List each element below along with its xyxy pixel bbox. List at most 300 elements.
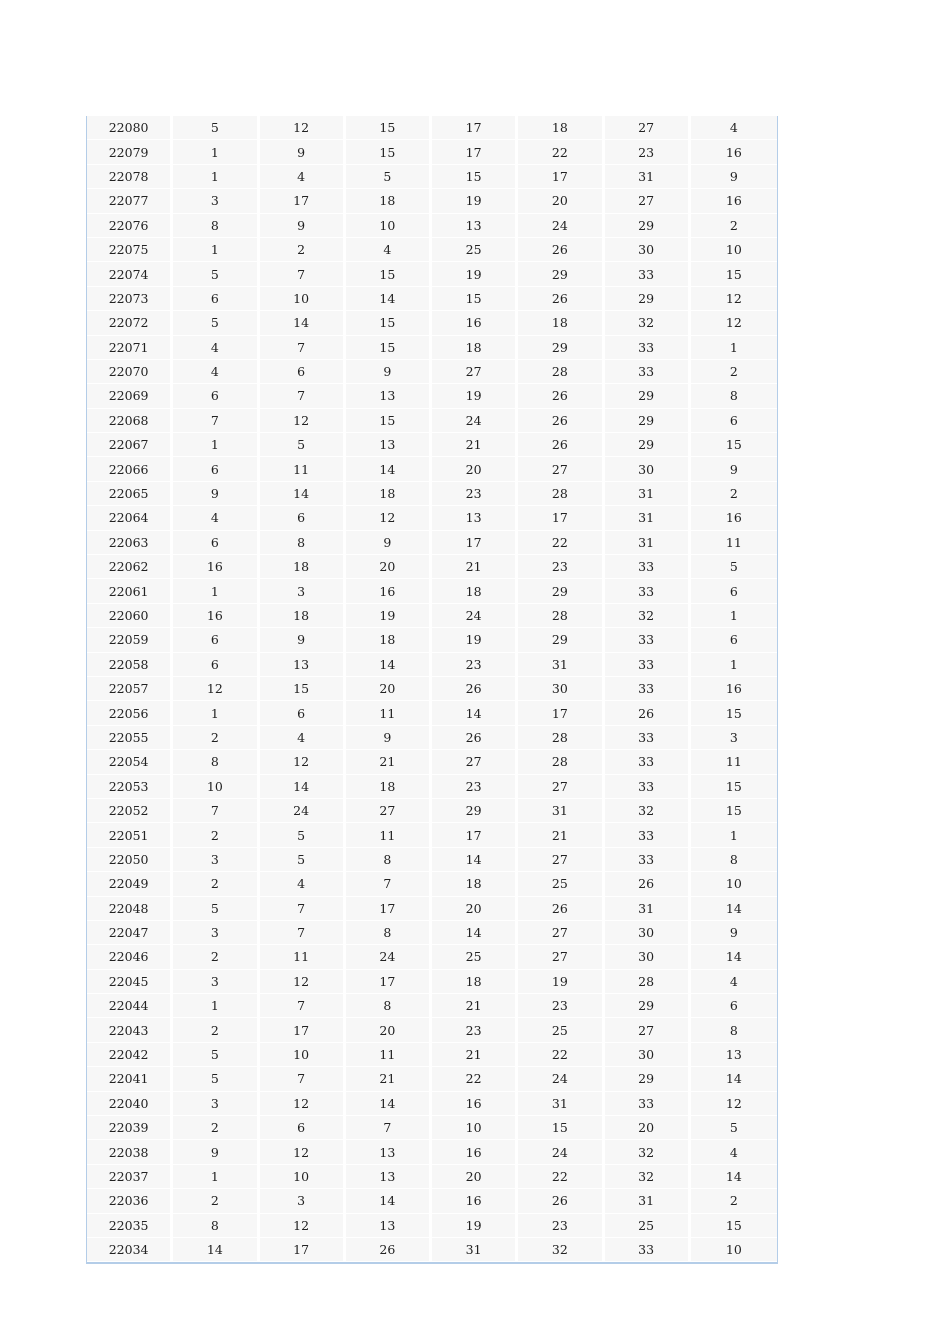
number-cell: 11 — [260, 945, 346, 969]
number-cell: 14 — [432, 848, 518, 872]
number-cell: 1 — [173, 433, 259, 457]
number-cell: 32 — [605, 1165, 691, 1189]
table-row — [87, 433, 777, 457]
table-row — [87, 1238, 777, 1262]
issue-number-cell: 22063 — [87, 531, 173, 555]
special-number-cell: 16 — [691, 506, 777, 530]
number-cell: 24 — [518, 1140, 604, 1164]
number-cell: 26 — [346, 1238, 432, 1262]
number-cell: 1 — [173, 701, 259, 725]
number-cell: 20 — [346, 555, 432, 579]
number-cell: 20 — [346, 1018, 432, 1042]
number-cell: 7 — [346, 872, 432, 896]
number-cell: 5 — [173, 1043, 259, 1067]
number-cell: 31 — [518, 1092, 604, 1116]
number-cell: 33 — [605, 579, 691, 603]
number-cell: 28 — [518, 604, 604, 628]
number-cell: 27 — [432, 360, 518, 384]
table-row — [87, 165, 777, 189]
table-row — [87, 897, 777, 921]
table-row — [87, 677, 777, 701]
number-cell: 32 — [605, 311, 691, 335]
number-cell: 30 — [518, 677, 604, 701]
special-number-cell: 14 — [691, 1165, 777, 1189]
number-cell: 20 — [346, 677, 432, 701]
special-number-cell: 8 — [691, 848, 777, 872]
number-cell: 21 — [432, 555, 518, 579]
number-cell: 32 — [518, 1238, 604, 1262]
number-cell: 6 — [173, 653, 259, 677]
number-cell: 31 — [605, 897, 691, 921]
special-number-cell: 15 — [691, 799, 777, 823]
table-row — [87, 1067, 777, 1091]
number-cell: 24 — [432, 409, 518, 433]
number-cell: 17 — [432, 823, 518, 847]
number-cell: 6 — [260, 506, 346, 530]
number-cell: 19 — [432, 1214, 518, 1238]
issue-number-cell: 22037 — [87, 1165, 173, 1189]
special-number-cell: 16 — [691, 189, 777, 213]
number-cell: 6 — [260, 360, 346, 384]
number-cell: 11 — [346, 701, 432, 725]
number-cell: 24 — [518, 1067, 604, 1091]
number-cell: 27 — [518, 921, 604, 945]
table-row — [87, 1043, 777, 1067]
number-cell: 13 — [346, 384, 432, 408]
special-number-cell: 15 — [691, 775, 777, 799]
number-cell: 33 — [605, 262, 691, 286]
number-cell: 31 — [605, 165, 691, 189]
issue-number-cell: 22056 — [87, 701, 173, 725]
number-cell: 13 — [432, 506, 518, 530]
number-cell: 17 — [518, 701, 604, 725]
table-row — [87, 384, 777, 408]
number-cell: 1 — [173, 994, 259, 1018]
number-cell: 32 — [605, 1140, 691, 1164]
number-cell: 7 — [260, 336, 346, 360]
number-cell: 14 — [260, 775, 346, 799]
number-cell: 21 — [432, 994, 518, 1018]
number-cell: 15 — [346, 140, 432, 164]
number-cell: 30 — [605, 1043, 691, 1067]
number-cell: 28 — [605, 970, 691, 994]
number-cell: 28 — [518, 482, 604, 506]
number-cell: 7 — [260, 994, 346, 1018]
number-cell: 27 — [605, 189, 691, 213]
number-cell: 6 — [173, 384, 259, 408]
number-cell: 24 — [518, 214, 604, 238]
number-cell: 4 — [173, 336, 259, 360]
issue-number-cell: 22073 — [87, 287, 173, 311]
number-cell: 12 — [260, 1092, 346, 1116]
number-cell: 9 — [260, 214, 346, 238]
number-cell: 7 — [260, 921, 346, 945]
special-number-cell: 14 — [691, 1067, 777, 1091]
table-row — [87, 482, 777, 506]
issue-number-cell: 22057 — [87, 677, 173, 701]
issue-number-cell: 22049 — [87, 872, 173, 896]
number-cell: 31 — [605, 1189, 691, 1213]
number-cell: 16 — [432, 311, 518, 335]
issue-number-cell: 22078 — [87, 165, 173, 189]
number-cell: 17 — [260, 189, 346, 213]
number-cell: 20 — [432, 897, 518, 921]
special-number-cell: 6 — [691, 409, 777, 433]
number-cell: 21 — [346, 750, 432, 774]
number-cell: 14 — [432, 921, 518, 945]
issue-number-cell: 22058 — [87, 653, 173, 677]
number-cell: 9 — [346, 531, 432, 555]
number-cell: 15 — [346, 409, 432, 433]
number-cell: 13 — [346, 1214, 432, 1238]
issue-number-cell: 22075 — [87, 238, 173, 262]
table-row — [87, 116, 777, 140]
number-cell: 14 — [346, 1092, 432, 1116]
number-cell: 3 — [173, 970, 259, 994]
number-cell: 14 — [346, 457, 432, 481]
number-cell: 18 — [432, 970, 518, 994]
special-number-cell: 10 — [691, 872, 777, 896]
special-number-cell: 6 — [691, 628, 777, 652]
table-row — [87, 579, 777, 603]
table-row — [87, 994, 777, 1018]
special-number-cell: 16 — [691, 677, 777, 701]
special-number-cell: 1 — [691, 653, 777, 677]
number-cell: 12 — [346, 506, 432, 530]
number-cell: 6 — [260, 701, 346, 725]
number-cell: 23 — [605, 140, 691, 164]
number-cell: 18 — [432, 579, 518, 603]
number-cell: 15 — [432, 165, 518, 189]
number-cell: 9 — [173, 482, 259, 506]
number-cell: 32 — [605, 604, 691, 628]
number-cell: 15 — [346, 336, 432, 360]
number-cell: 26 — [432, 726, 518, 750]
number-cell: 31 — [432, 1238, 518, 1262]
special-number-cell: 8 — [691, 1018, 777, 1042]
number-cell: 29 — [605, 287, 691, 311]
table-row — [87, 750, 777, 774]
issue-number-cell: 22034 — [87, 1238, 173, 1262]
issue-number-cell: 22044 — [87, 994, 173, 1018]
number-cell: 27 — [518, 945, 604, 969]
special-number-cell: 14 — [691, 945, 777, 969]
table-row — [87, 287, 777, 311]
draw-results-table — [87, 116, 777, 1262]
issue-number-cell: 22074 — [87, 262, 173, 286]
number-cell: 33 — [605, 848, 691, 872]
number-cell: 7 — [260, 262, 346, 286]
number-cell: 19 — [432, 262, 518, 286]
number-cell: 23 — [518, 555, 604, 579]
number-cell: 10 — [260, 1043, 346, 1067]
issue-number-cell: 22077 — [87, 189, 173, 213]
number-cell: 19 — [432, 384, 518, 408]
issue-number-cell: 22051 — [87, 823, 173, 847]
number-cell: 10 — [432, 1116, 518, 1140]
number-cell: 14 — [260, 311, 346, 335]
number-cell: 24 — [432, 604, 518, 628]
special-number-cell: 6 — [691, 579, 777, 603]
number-cell: 23 — [432, 775, 518, 799]
number-cell: 29 — [518, 336, 604, 360]
number-cell: 18 — [260, 555, 346, 579]
number-cell: 27 — [518, 457, 604, 481]
issue-number-cell: 22071 — [87, 336, 173, 360]
number-cell: 31 — [518, 799, 604, 823]
number-cell: 2 — [260, 238, 346, 262]
number-cell: 10 — [260, 1165, 346, 1189]
table-body — [87, 116, 777, 1262]
special-number-cell: 15 — [691, 701, 777, 725]
number-cell: 33 — [605, 1238, 691, 1262]
number-cell: 19 — [432, 189, 518, 213]
number-cell: 8 — [346, 921, 432, 945]
number-cell: 29 — [518, 628, 604, 652]
number-cell: 17 — [346, 897, 432, 921]
special-number-cell: 2 — [691, 214, 777, 238]
number-cell: 19 — [432, 628, 518, 652]
special-number-cell: 4 — [691, 970, 777, 994]
number-cell: 16 — [173, 604, 259, 628]
number-cell: 26 — [518, 238, 604, 262]
table-row — [87, 189, 777, 213]
number-cell: 5 — [173, 311, 259, 335]
table-row — [87, 262, 777, 286]
number-cell: 1 — [173, 238, 259, 262]
number-cell: 28 — [518, 360, 604, 384]
number-cell: 29 — [605, 433, 691, 457]
issue-number-cell: 22080 — [87, 116, 173, 140]
special-number-cell: 12 — [691, 311, 777, 335]
number-cell: 29 — [605, 1067, 691, 1091]
table-row — [87, 1140, 777, 1164]
number-cell: 13 — [346, 1165, 432, 1189]
number-cell: 7 — [260, 1067, 346, 1091]
issue-number-cell: 22069 — [87, 384, 173, 408]
table-row — [87, 1018, 777, 1042]
number-cell: 13 — [346, 433, 432, 457]
number-cell: 5 — [260, 823, 346, 847]
number-cell: 27 — [605, 116, 691, 140]
number-cell: 22 — [518, 1043, 604, 1067]
number-cell: 4 — [173, 506, 259, 530]
number-cell: 30 — [605, 238, 691, 262]
number-cell: 18 — [346, 482, 432, 506]
number-cell: 33 — [605, 726, 691, 750]
number-cell: 33 — [605, 628, 691, 652]
table-row — [87, 799, 777, 823]
number-cell: 28 — [518, 726, 604, 750]
number-cell: 17 — [260, 1018, 346, 1042]
issue-number-cell: 22040 — [87, 1092, 173, 1116]
issue-number-cell: 22047 — [87, 921, 173, 945]
number-cell: 20 — [432, 457, 518, 481]
number-cell: 17 — [432, 116, 518, 140]
special-number-cell: 3 — [691, 726, 777, 750]
number-cell: 29 — [605, 214, 691, 238]
number-cell: 33 — [605, 653, 691, 677]
special-number-cell: 9 — [691, 921, 777, 945]
number-cell: 18 — [432, 872, 518, 896]
table-row — [87, 457, 777, 481]
number-cell: 26 — [518, 897, 604, 921]
number-cell: 22 — [518, 1165, 604, 1189]
number-cell: 30 — [605, 945, 691, 969]
table-row — [87, 970, 777, 994]
number-cell: 18 — [346, 775, 432, 799]
table-row — [87, 1214, 777, 1238]
issue-number-cell: 22046 — [87, 945, 173, 969]
table-row — [87, 238, 777, 262]
number-cell: 9 — [173, 1140, 259, 1164]
number-cell: 20 — [518, 189, 604, 213]
number-cell: 5 — [173, 1067, 259, 1091]
special-number-cell: 11 — [691, 750, 777, 774]
number-cell: 7 — [260, 384, 346, 408]
issue-number-cell: 22055 — [87, 726, 173, 750]
number-cell: 3 — [173, 1092, 259, 1116]
number-cell: 15 — [346, 262, 432, 286]
table-row — [87, 360, 777, 384]
number-cell: 8 — [346, 994, 432, 1018]
number-cell: 27 — [605, 1018, 691, 1042]
number-cell: 7 — [260, 897, 346, 921]
number-cell: 14 — [432, 701, 518, 725]
number-cell: 12 — [260, 970, 346, 994]
number-cell: 14 — [260, 482, 346, 506]
number-cell: 33 — [605, 1092, 691, 1116]
number-cell: 21 — [432, 433, 518, 457]
number-cell: 12 — [260, 409, 346, 433]
number-cell: 25 — [432, 238, 518, 262]
number-cell: 24 — [346, 945, 432, 969]
special-number-cell: 15 — [691, 433, 777, 457]
number-cell: 21 — [432, 1043, 518, 1067]
number-cell: 17 — [518, 506, 604, 530]
number-cell: 12 — [260, 1214, 346, 1238]
issue-number-cell: 22045 — [87, 970, 173, 994]
number-cell: 10 — [260, 287, 346, 311]
number-cell: 22 — [518, 140, 604, 164]
issue-number-cell: 22043 — [87, 1018, 173, 1042]
number-cell: 29 — [518, 262, 604, 286]
special-number-cell: 13 — [691, 1043, 777, 1067]
special-number-cell: 15 — [691, 1214, 777, 1238]
number-cell: 4 — [346, 238, 432, 262]
table-row — [87, 1116, 777, 1140]
special-number-cell: 2 — [691, 482, 777, 506]
table-row — [87, 823, 777, 847]
table-row — [87, 409, 777, 433]
number-cell: 23 — [432, 482, 518, 506]
issue-number-cell: 22041 — [87, 1067, 173, 1091]
number-cell: 18 — [346, 628, 432, 652]
number-cell: 16 — [432, 1092, 518, 1116]
number-cell: 31 — [605, 531, 691, 555]
number-cell: 5 — [173, 897, 259, 921]
number-cell: 10 — [173, 775, 259, 799]
number-cell: 7 — [173, 409, 259, 433]
number-cell: 16 — [173, 555, 259, 579]
number-cell: 26 — [518, 1189, 604, 1213]
number-cell: 27 — [346, 799, 432, 823]
table-row — [87, 555, 777, 579]
number-cell: 3 — [173, 921, 259, 945]
number-cell: 30 — [605, 921, 691, 945]
number-cell: 2 — [173, 1018, 259, 1042]
table-row — [87, 604, 777, 628]
table-row — [87, 628, 777, 652]
number-cell: 24 — [260, 799, 346, 823]
number-cell: 18 — [518, 116, 604, 140]
issue-number-cell: 22064 — [87, 506, 173, 530]
number-cell: 14 — [346, 1189, 432, 1213]
table-row — [87, 848, 777, 872]
number-cell: 4 — [173, 360, 259, 384]
number-cell: 9 — [260, 140, 346, 164]
number-cell: 25 — [432, 945, 518, 969]
number-cell: 14 — [346, 653, 432, 677]
table-row — [87, 1092, 777, 1116]
number-cell: 5 — [346, 165, 432, 189]
table-row — [87, 653, 777, 677]
number-cell: 29 — [605, 409, 691, 433]
special-number-cell: 4 — [691, 116, 777, 140]
number-cell: 6 — [173, 287, 259, 311]
issue-number-cell: 22054 — [87, 750, 173, 774]
number-cell: 18 — [518, 311, 604, 335]
number-cell: 12 — [173, 677, 259, 701]
number-cell: 18 — [260, 604, 346, 628]
number-cell: 11 — [346, 823, 432, 847]
number-cell: 26 — [518, 433, 604, 457]
number-cell: 2 — [173, 945, 259, 969]
table-row — [87, 872, 777, 896]
number-cell: 32 — [605, 799, 691, 823]
number-cell: 12 — [260, 1140, 346, 1164]
number-cell: 33 — [605, 555, 691, 579]
number-cell: 9 — [346, 360, 432, 384]
number-cell: 2 — [173, 1189, 259, 1213]
number-cell: 3 — [173, 848, 259, 872]
number-cell: 8 — [260, 531, 346, 555]
special-number-cell: 9 — [691, 457, 777, 481]
number-cell: 2 — [173, 1116, 259, 1140]
number-cell: 25 — [518, 1018, 604, 1042]
number-cell: 17 — [518, 165, 604, 189]
special-number-cell: 11 — [691, 531, 777, 555]
special-number-cell: 1 — [691, 823, 777, 847]
number-cell: 11 — [346, 1043, 432, 1067]
issue-number-cell: 22035 — [87, 1214, 173, 1238]
issue-number-cell: 22038 — [87, 1140, 173, 1164]
number-cell: 33 — [605, 677, 691, 701]
number-cell: 5 — [173, 262, 259, 286]
issue-number-cell: 22050 — [87, 848, 173, 872]
number-cell: 23 — [432, 653, 518, 677]
number-cell: 26 — [605, 872, 691, 896]
number-cell: 14 — [346, 287, 432, 311]
number-cell: 22 — [518, 531, 604, 555]
number-cell: 9 — [346, 726, 432, 750]
number-cell: 15 — [346, 116, 432, 140]
issue-number-cell: 22060 — [87, 604, 173, 628]
number-cell: 8 — [346, 848, 432, 872]
table-row — [87, 1189, 777, 1213]
number-cell: 8 — [173, 1214, 259, 1238]
number-cell: 4 — [260, 872, 346, 896]
